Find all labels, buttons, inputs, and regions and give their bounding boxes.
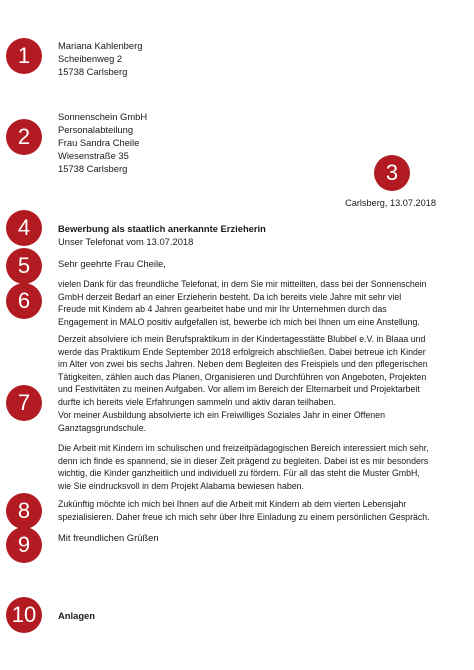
recipient-city: 15738 Carlsberg xyxy=(58,163,128,174)
badge-10: 10 xyxy=(6,597,42,633)
badge-1: 1 xyxy=(6,38,42,74)
sender-name: Mariana Kahlenberg xyxy=(58,40,143,51)
paragraph-4: Die Arbeit mit Kindern im schulischen und freizeitpädagogischen Bereich interessiert mich sehr, denn ich finde es spannend, sie in dieser Zeit prägend zu begleiten. Dabei ist es mir besonders wichtig, die Kinder ganzheitlich und individuell zu fördern. Für all das steht die Muster GmbH, wie Sie eindrucksvoll in dem Projekt Alabama bewiesen haben. xyxy=(58,443,429,491)
recipient-contact: Frau Sandra Cheile xyxy=(58,137,140,148)
sender-city: 15738 Carlsberg xyxy=(58,66,128,77)
recipient-company: Sonnenschein GmbH xyxy=(58,111,148,122)
sender-address xyxy=(58,39,142,78)
badge-5: 5 xyxy=(6,248,42,284)
sender-street: Scheibenweg 2 xyxy=(58,53,123,64)
paragraph-1: vielen Dank für das freundliche Telefonat, in dem Sie mir mitteilten, dass bei der Sonnenschein GmbH derzeit Bedarf an einer Erzieherin besteht. Da ich bereits viele Jahre mit sehr viel Freude mit Kindern ab 4 Jahren gearbeitet habe und mir Ihr Unternehmen durch das Engagement in MALO positiv aufgefallen ist, bewerbe ich mich bei Ihnen um eine Anstellung. xyxy=(58,279,427,327)
recipient-address xyxy=(58,110,147,175)
attachments-label: Anlagen xyxy=(58,610,95,621)
subject: Bewerbung als staatlich anerkannte Erzieherin xyxy=(58,223,266,234)
badge-9: 9 xyxy=(6,527,42,563)
recipient-department: Personalabteilung xyxy=(58,124,134,135)
recipient-street: Wiesenstraße 35 xyxy=(58,150,129,161)
subject-block xyxy=(58,222,266,248)
badge-6: 6 xyxy=(6,283,42,319)
paragraph-5: Zukünftig möchte ich mich bei Ihnen auf die Arbeit mit Kindern ab dem vierten Lebensjahr spezialisieren. Daher freue ich mich sehr über Ihre Einladung zu einem persönlichen Gespräch. xyxy=(58,499,430,522)
closing: Mit freundlichen Grüßen xyxy=(58,532,159,543)
badge-8: 8 xyxy=(6,493,42,529)
badge-3: 3 xyxy=(374,155,410,191)
paragraph-2: Derzeit absolviere ich mein Berufspraktikum in der Kindertagesstätte Blubbel e.V. in Blaaa und werde das Praktikum Ende September 2018 erfolgreich abschließen. Dabei betreue ich Kinder im Alter von zwei bis sechs Jahren. Neben dem Begleiten des Freispiels und den pflegerischen Tätigkeiten, zählen auch das Planen, Organisieren und Durchführen von Angeboten, Projekten und Festivitäten zu meinen Aufgaben. Vor allem im Bereich der Elternarbeit und Projektarbeit durfte ich bereits viele Erfahrungen sammeln und aktiv daran teilhaben. xyxy=(58,334,428,407)
reference: Unser Telefonat vom 13.07.2018 xyxy=(58,236,194,247)
paragraph-3: Vor meiner Ausbildung absolvierte ich ein Freiwilliges Soziales Jahr in einer Offenen Ganztagsgrundschule. xyxy=(58,410,385,433)
badge-2: 2 xyxy=(6,119,42,155)
badge-4: 4 xyxy=(6,210,42,246)
badge-7: 7 xyxy=(6,385,42,421)
date-line: Carlsberg, 13.07.2018 xyxy=(345,198,436,208)
salutation: Sehr geehrte Frau Cheile, xyxy=(58,258,166,269)
